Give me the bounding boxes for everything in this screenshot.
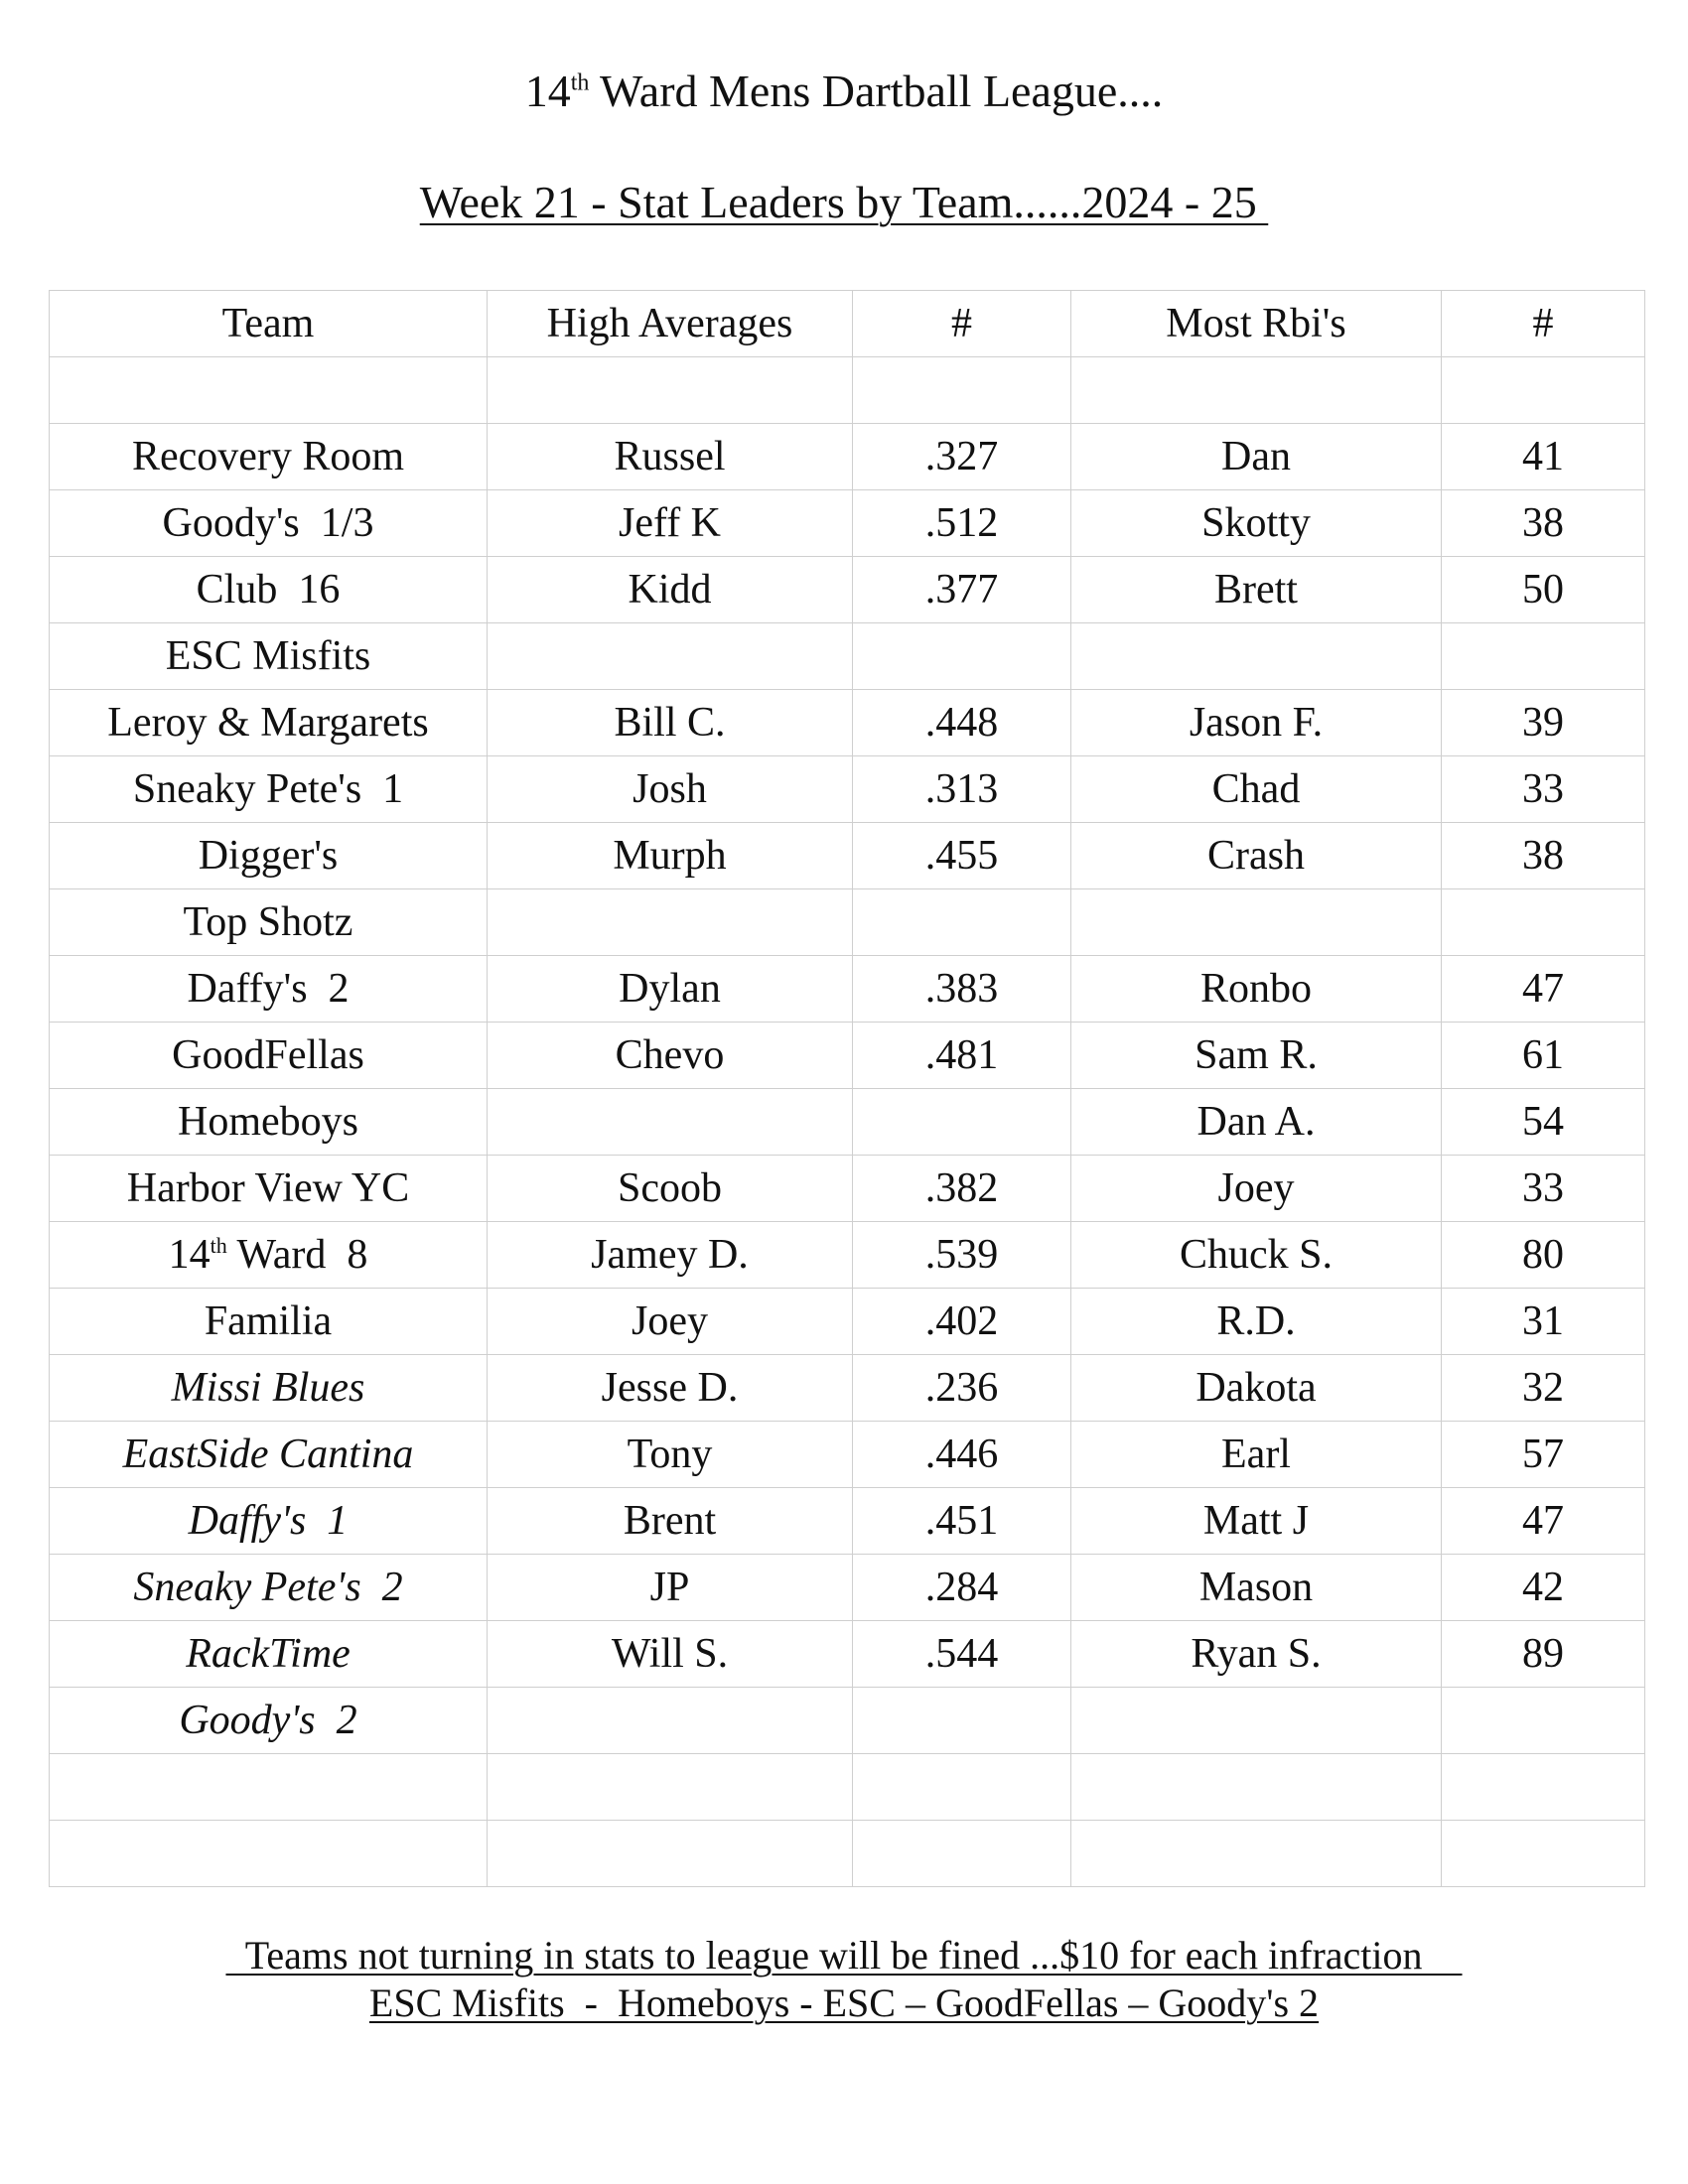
table-row [50, 1688, 1645, 1754]
team-cell: Leroy & Margarets [50, 690, 488, 756]
rbi-value-cell: 80 [1442, 1222, 1645, 1289]
rbi-value-cell: 41 [1442, 424, 1645, 490]
rbi-value-cell: 38 [1442, 490, 1645, 557]
table-row [50, 823, 1645, 889]
rbi-leader-cell [1071, 1821, 1442, 1887]
rbi-value-cell: 39 [1442, 690, 1645, 756]
team-cell: Homeboys [50, 1089, 488, 1156]
rbi-value-cell: 57 [1442, 1422, 1645, 1488]
avg-leader-cell: Joey [488, 1289, 853, 1355]
table-row [50, 1488, 1645, 1555]
avg-value-cell: .313 [853, 756, 1071, 823]
rbi-value-cell: 33 [1442, 756, 1645, 823]
avg-value-cell [853, 1688, 1071, 1754]
rbi-leader-cell [1071, 889, 1442, 956]
rbi-leader-cell [1071, 623, 1442, 690]
rbi-leader-cell: Crash [1071, 823, 1442, 889]
team-cell: RackTime [50, 1621, 488, 1688]
teams-missing-stats [0, 1979, 1688, 2027]
avg-value-cell: .382 [853, 1156, 1071, 1222]
table-header-row [50, 291, 1645, 357]
team-cell [50, 357, 488, 424]
rbi-value-cell: 32 [1442, 1355, 1645, 1422]
team-cell: Top Shotz [50, 889, 488, 956]
rbi-leader-cell: Mason [1071, 1555, 1442, 1621]
avg-leader-cell: JP [488, 1555, 853, 1621]
rbi-value-cell: 50 [1442, 557, 1645, 623]
avg-leader-cell: Brent [488, 1488, 853, 1555]
avg-value-cell: .402 [853, 1289, 1071, 1355]
team-cell: Digger's [50, 823, 488, 889]
team-prefix: 14 [168, 1232, 211, 1278]
avg-value-cell [853, 1821, 1071, 1887]
rbi-leader-cell: Joey [1071, 1156, 1442, 1222]
table-row [50, 690, 1645, 756]
team-cell [50, 1821, 488, 1887]
table-row [50, 1821, 1645, 1887]
team-cell: GoodFellas [50, 1023, 488, 1089]
team-cell: Missi Blues [50, 1355, 488, 1422]
team-cell: Goody's 1/3 [50, 490, 488, 557]
table-row [50, 956, 1645, 1023]
table-row [50, 1156, 1645, 1222]
fine-notice-text: Teams not turning in stats to league will be fined ...$10 for each infraction [225, 1933, 1463, 1978]
table-row [50, 1355, 1645, 1422]
table-row [50, 1555, 1645, 1621]
avg-value-cell: .481 [853, 1023, 1071, 1089]
avg-value-cell: .544 [853, 1621, 1071, 1688]
rbi-leader-cell [1071, 1688, 1442, 1754]
team-cell: Sneaky Pete's 2 [50, 1555, 488, 1621]
rbi-leader-cell: Chad [1071, 756, 1442, 823]
avg-leader-cell: Bill C. [488, 690, 853, 756]
rbi-value-cell: 42 [1442, 1555, 1645, 1621]
rbi-value-cell [1442, 357, 1645, 424]
fine-notice [0, 1932, 1688, 1979]
column-header-most-rbis: Most Rbi's [1071, 291, 1442, 357]
team-cell: Daffy's 2 [50, 956, 488, 1023]
rbi-leader-cell: Chuck S. [1071, 1222, 1442, 1289]
rbi-leader-cell: Sam R. [1071, 1023, 1442, 1089]
rbi-value-cell: 54 [1442, 1089, 1645, 1156]
avg-leader-cell [488, 1754, 853, 1821]
rbi-value-cell: 61 [1442, 1023, 1645, 1089]
rbi-leader-cell: Ronbo [1071, 956, 1442, 1023]
team-cell: EastSide Cantina [50, 1422, 488, 1488]
rbi-value-cell [1442, 623, 1645, 690]
rbi-leader-cell: Skotty [1071, 490, 1442, 557]
rbi-leader-cell: Jason F. [1071, 690, 1442, 756]
team-cell: Familia [50, 1289, 488, 1355]
column-header-team: Team [50, 291, 488, 357]
document-title [0, 64, 1688, 119]
rbi-value-cell: 31 [1442, 1289, 1645, 1355]
avg-value-cell: .383 [853, 956, 1071, 1023]
avg-leader-cell [488, 357, 853, 424]
team-cell: Recovery Room [50, 424, 488, 490]
rbi-value-cell: 47 [1442, 956, 1645, 1023]
avg-value-cell [853, 623, 1071, 690]
title-superscript: th [570, 69, 590, 96]
avg-leader-cell: Scoob [488, 1156, 853, 1222]
rbi-value-cell: 89 [1442, 1621, 1645, 1688]
avg-leader-cell [488, 1089, 853, 1156]
title-prefix: 14 [524, 66, 571, 116]
avg-value-cell: .446 [853, 1422, 1071, 1488]
teams-missing-stats-text: ESC Misfits - Homeboys - ESC – GoodFellas – Goody's 2 [368, 1980, 1320, 2025]
rbi-value-cell [1442, 889, 1645, 956]
rbi-leader-cell [1071, 357, 1442, 424]
avg-leader-cell: Jesse D. [488, 1355, 853, 1422]
stat-leaders-table [49, 290, 1645, 1887]
avg-value-cell [853, 1754, 1071, 1821]
rbi-leader-cell: Dan A. [1071, 1089, 1442, 1156]
avg-leader-cell: Will S. [488, 1621, 853, 1688]
rbi-leader-cell: Brett [1071, 557, 1442, 623]
avg-value-cell: .455 [853, 823, 1071, 889]
rbi-value-cell [1442, 1754, 1645, 1821]
team-cell: Sneaky Pete's 1 [50, 756, 488, 823]
rbi-value-cell [1442, 1821, 1645, 1887]
avg-value-cell: .451 [853, 1488, 1071, 1555]
team-cell [50, 1754, 488, 1821]
avg-leader-cell: Jamey D. [488, 1222, 853, 1289]
team-cell [50, 1222, 488, 1289]
table-row [50, 490, 1645, 557]
table-row [50, 623, 1645, 690]
team-cell: Goody's 2 [50, 1688, 488, 1754]
avg-leader-cell [488, 889, 853, 956]
team-cell: Daffy's 1 [50, 1488, 488, 1555]
table-row [50, 557, 1645, 623]
rbi-leader-cell: Matt J [1071, 1488, 1442, 1555]
avg-leader-cell [488, 623, 853, 690]
avg-value-cell: .539 [853, 1222, 1071, 1289]
avg-leader-cell [488, 1688, 853, 1754]
title-rest: Ward Mens Dartball League.... [589, 66, 1164, 116]
column-header-average-value: # [853, 291, 1071, 357]
avg-value-cell: .327 [853, 424, 1071, 490]
table-row [50, 1089, 1645, 1156]
table-row [50, 756, 1645, 823]
table-row [50, 889, 1645, 956]
avg-leader-cell [488, 1821, 853, 1887]
team-cell: ESC Misfits [50, 623, 488, 690]
avg-leader-cell: Murph [488, 823, 853, 889]
subtitle-text: Week 21 - Stat Leaders by Team......2024 - 25 [419, 177, 1269, 227]
avg-leader-cell: Chevo [488, 1023, 853, 1089]
column-header-rbi-value: # [1442, 291, 1645, 357]
avg-value-cell [853, 889, 1071, 956]
avg-value-cell: .448 [853, 690, 1071, 756]
avg-leader-cell: Jeff K [488, 490, 853, 557]
avg-leader-cell: Russel [488, 424, 853, 490]
table-row [50, 424, 1645, 490]
table-row [50, 1289, 1645, 1355]
rbi-leader-cell: Dakota [1071, 1355, 1442, 1422]
avg-leader-cell: Josh [488, 756, 853, 823]
document-subtitle [0, 175, 1688, 230]
rbi-value-cell: 33 [1442, 1156, 1645, 1222]
team-rest: Ward 8 [226, 1232, 368, 1278]
table-row [50, 1621, 1645, 1688]
avg-leader-cell: Kidd [488, 557, 853, 623]
rbi-leader-cell: Earl [1071, 1422, 1442, 1488]
rbi-leader-cell: R.D. [1071, 1289, 1442, 1355]
avg-leader-cell: Dylan [488, 956, 853, 1023]
table-row [50, 1422, 1645, 1488]
table-row [50, 1754, 1645, 1821]
rbi-leader-cell: Dan [1071, 424, 1442, 490]
rbi-leader-cell [1071, 1754, 1442, 1821]
table-row [50, 1222, 1645, 1289]
avg-value-cell [853, 1089, 1071, 1156]
avg-value-cell: .512 [853, 490, 1071, 557]
avg-value-cell [853, 357, 1071, 424]
table-row [50, 1023, 1645, 1089]
team-cell: Harbor View YC [50, 1156, 488, 1222]
avg-value-cell: .236 [853, 1355, 1071, 1422]
column-header-high-averages: High Averages [488, 291, 853, 357]
avg-value-cell: .284 [853, 1555, 1071, 1621]
avg-value-cell: .377 [853, 557, 1071, 623]
rbi-value-cell: 47 [1442, 1488, 1645, 1555]
rbi-value-cell: 38 [1442, 823, 1645, 889]
rbi-leader-cell: Ryan S. [1071, 1621, 1442, 1688]
team-superscript: th [210, 1233, 227, 1258]
team-cell: Club 16 [50, 557, 488, 623]
avg-leader-cell: Tony [488, 1422, 853, 1488]
table-row [50, 357, 1645, 424]
rbi-value-cell [1442, 1688, 1645, 1754]
